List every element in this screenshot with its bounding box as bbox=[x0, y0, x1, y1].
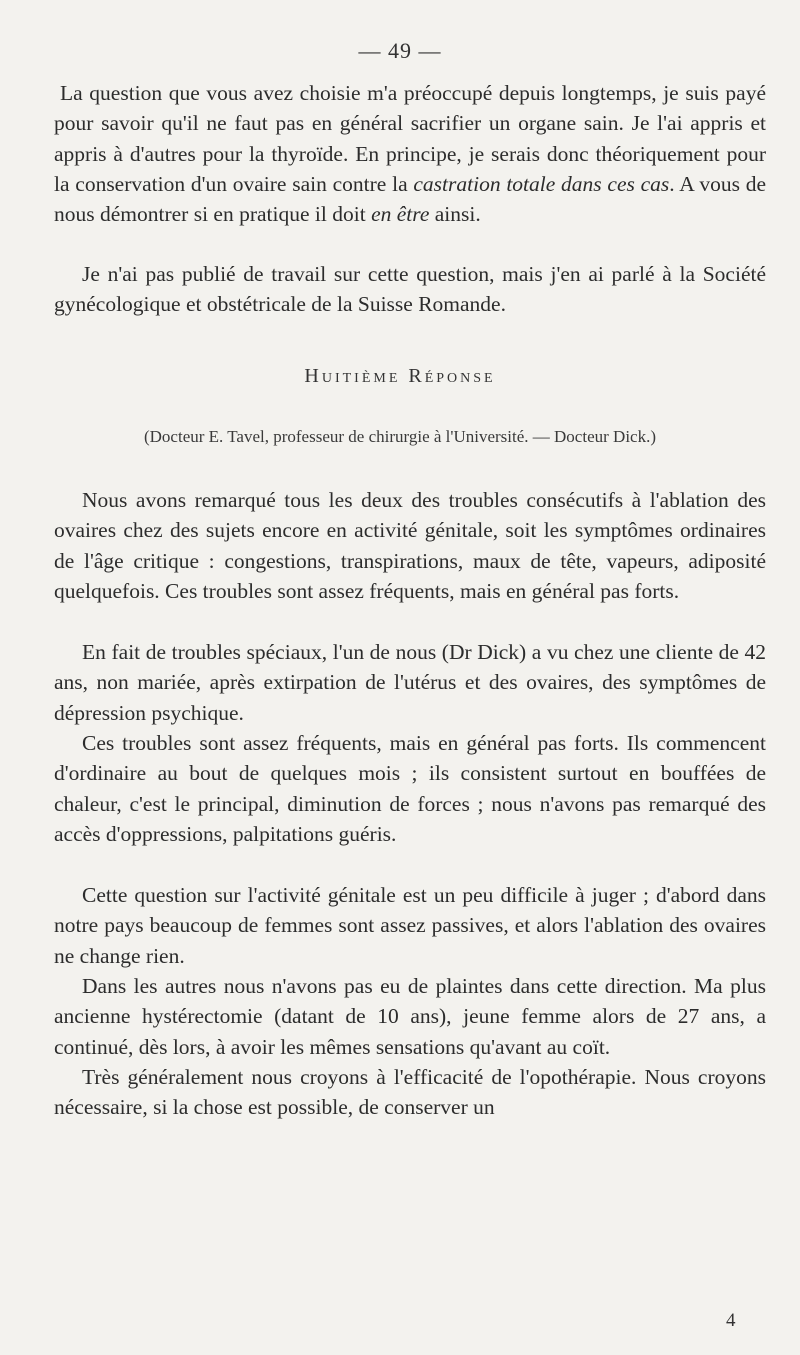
page-number: — 49 — bbox=[358, 38, 442, 63]
paragraph-intro-text-3: ainsi. bbox=[429, 202, 481, 227]
attribution-line: (Docteur E. Tavel, professeur de chirurgie à l'Université. — Docteur Dick.) bbox=[143, 427, 656, 446]
paragraph-activite-genitale: Cette question sur l'activité génitale est un peu difficile à juger ; d'abord dans notre pays beaucoup de femmes sont assez passives, et alors l'ablation des ovaires ne change rien. bbox=[54, 883, 766, 968]
paragraph-intro-text-1: La question que vous avez choisie m'a préoccupé depuis longtemps, je suis payé pour savoir qu'il ne faut pas en général sacrifier un organe sain. Je l'ai appris et appris à d'autres pour la thyroïde. En principe, je serais donc théoriquement pour la conservation d'un ovaire sain contre la bbox=[54, 81, 766, 196]
paragraph-intro bbox=[54, 78, 766, 229]
paragraph-societe: Je n'ai pas publié de travail sur cette question, mais j'en ai parlé à la Société gynécologique et obstétricale de la Suisse Romande. bbox=[54, 262, 766, 317]
paragraph-opotherapie: Très généralement nous croyons à l'efficacité de l'opothérapie. Nous croyons nécessaire, si la chose est possible, de conserver un bbox=[54, 1065, 766, 1120]
paragraph-intro-text-2: . A vous de nous démontrer si en pratique il doit bbox=[54, 171, 767, 227]
paragraph-troubles-speciaux: En fait de troubles spéciaux, l'un de nous (Dr Dick) a vu chez une cliente de 42 ans, non mariée, après extirpation de l'utérus et des ovaires, des symptômes de dépression psychique. bbox=[54, 640, 766, 725]
signature-mark: 4 bbox=[726, 1310, 736, 1331]
emphasis-en-etre: en être bbox=[371, 202, 430, 227]
paragraph-troubles: Nous avons remarqué tous les deux des troubles consécutifs à l'ablation des ovaires chez des sujets encore en activité génitale, soit les symptômes ordinaires de l'âge critique : congestions, transpirations, maux de tête, vapeurs, adiposité quelquefois. Ces troubles sont assez fréquents, mais en général pas forts. bbox=[54, 488, 766, 604]
paragraph-frequence: Ces troubles sont assez fréquents, mais en général pas forts. Ils commencent d'ordinaire au bout de quelques mois ; ils consistent surtout en bouffées de chaleur, c'est le principal, diminution de forces ; nous n'avons pas remarqué des accès d'oppressions, palpitations guéris. bbox=[54, 731, 766, 847]
emphasis-castration: castration totale dans ces cas bbox=[413, 171, 670, 196]
section-heading: Huitième Réponse bbox=[304, 365, 496, 387]
paragraph-hysterectomie: Dans les autres nous n'avons pas eu de plaintes dans cette direction. Ma plus ancienne hystérectomie (datant de 10 ans), jeune femme alors de 27 ans, a continué, dès lors, à avoir les mêmes sensations qu'avant au coït. bbox=[54, 974, 766, 1059]
